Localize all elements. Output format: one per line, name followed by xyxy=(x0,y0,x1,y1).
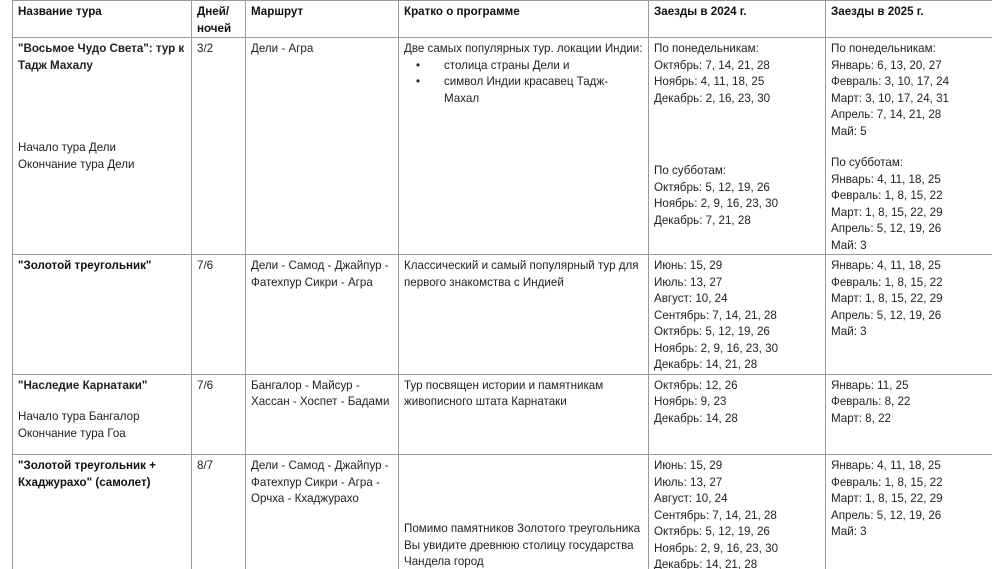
tour-days: 3/2 xyxy=(192,38,246,255)
table-header-row xyxy=(13,1,993,38)
departure-line: Ноябрь: 9, 23 xyxy=(654,395,727,408)
departure-line: Октябрь: 7, 14, 21, 28 xyxy=(654,58,770,72)
departure-line: Февраль: 1, 8, 15, 22 xyxy=(831,189,943,202)
tour-summary: Классический и самый популярный тур для первого знакомства с Индией xyxy=(399,255,649,375)
tour-summary-cell xyxy=(399,455,649,569)
departure-line: Март: 8, 22 xyxy=(831,411,891,425)
departures-2024-cell xyxy=(649,455,826,569)
departure-line: Сентябрь: 7, 14, 21, 28 xyxy=(654,308,777,322)
departures-2025-cell xyxy=(826,455,993,569)
departure-line: Ноябрь: 2, 9, 16, 23, 30 xyxy=(654,341,779,355)
departures-2025-cell xyxy=(826,255,993,375)
departure-line: Март: 1, 8, 15, 22, 29 xyxy=(831,292,943,305)
tour-end: Окончание тура Дели xyxy=(18,157,135,171)
departure-line: Апрель: 5, 12, 19, 26 xyxy=(831,508,942,522)
tour-start: Начало тура Дели xyxy=(18,141,116,154)
tour-days: 8/7 xyxy=(192,455,246,569)
departure-line: Январь: 4, 11, 18, 25 xyxy=(831,172,941,186)
tour-end: Окончание тура Гоа xyxy=(18,426,126,440)
departure-line: Май: 5 xyxy=(831,124,867,138)
tour-days: 7/6 xyxy=(192,255,246,375)
summary-bullets xyxy=(404,58,643,108)
list-item: • символ Индии красавец Тадж-Махал xyxy=(444,74,643,107)
list-item: • столица страны Дели и xyxy=(444,58,643,75)
departure-line: Май: 3 xyxy=(831,525,867,538)
departure-line: Июнь: 15, 29 xyxy=(654,259,723,272)
departure-line: Январь: 4, 11, 18, 25 xyxy=(831,259,941,272)
header-departures-2024: Заезды в 2024 г. xyxy=(649,1,826,38)
departure-line: Декабрь: 7, 21, 28 xyxy=(654,213,751,227)
spacer xyxy=(404,458,643,521)
header-route: Маршрут xyxy=(246,1,399,38)
departure-line: Март: 3, 10, 17, 24, 31 xyxy=(831,91,949,105)
departure-line: Январь: 11, 25 xyxy=(831,378,909,392)
tour-name-cell xyxy=(13,38,192,255)
tour-route: Бангалор - Майсур - Хассан - Хоспет - Бадами xyxy=(246,374,399,455)
departures-2024-cell xyxy=(649,38,826,255)
header-tour-name: Название тура xyxy=(13,1,192,38)
departures-group-title: По субботам: xyxy=(831,156,904,169)
departure-line: Июль: 13, 27 xyxy=(654,275,723,289)
departures-group-title: По понедельникам: xyxy=(831,42,936,55)
tour-summary: Тур посвящен истории и памятникам живописного штата Карнатаки xyxy=(399,374,649,455)
departure-line: Октябрь: 12, 26 xyxy=(654,378,738,392)
tour-summary: Две самых популярных тур. локации Индии: xyxy=(404,42,643,55)
tour-summary: Помимо памятников Золотого треугольника Вы увидите древнюю столицу государства Чандела город xyxy=(404,522,641,568)
departures-group-title: По субботам: xyxy=(654,164,727,177)
tour-name: "Золотой треугольник" xyxy=(13,255,192,375)
departure-line: Февраль: 1, 8, 15, 22 xyxy=(831,475,943,489)
spacer xyxy=(831,140,987,155)
departure-line: Декабрь: 14, 21, 28 xyxy=(654,358,758,371)
table-row xyxy=(13,455,993,569)
departure-line: Апрель: 5, 12, 19, 26 xyxy=(831,222,942,235)
departure-line: Март: 1, 8, 15, 22, 29 xyxy=(831,205,943,219)
departure-line: Май: 3 xyxy=(831,325,867,338)
tours-document xyxy=(12,0,992,569)
header-summary: Кратко о программе xyxy=(399,1,649,38)
table-row xyxy=(13,374,993,455)
spacer xyxy=(18,74,186,140)
departure-line: Сентябрь: 7, 14, 21, 28 xyxy=(654,508,777,522)
tour-route: Дели - Агра xyxy=(246,38,399,255)
table-row xyxy=(13,255,993,375)
tour-name: "Золотой треугольник + Кхаджурахо" (самолет) xyxy=(13,455,192,569)
departure-line: Июнь: 15, 29 xyxy=(654,459,723,472)
departures-2025-cell xyxy=(826,374,993,455)
departure-line: Октябрь: 5, 12, 19, 26 xyxy=(654,325,770,338)
tour-name-cell xyxy=(13,374,192,455)
departure-line: Февраль: 1, 8, 15, 22 xyxy=(831,275,943,289)
spacer xyxy=(18,442,186,454)
departure-line: Август: 10, 24 xyxy=(654,292,728,305)
tour-route: Дели - Самод - Джайпур - Фатехпур Сикри - Агра xyxy=(246,255,399,375)
departure-line: Январь: 4, 11, 18, 25 xyxy=(831,459,941,472)
departure-line: Ноябрь: 4, 11, 18, 25 xyxy=(654,75,765,88)
tour-route: Дели - Самод - Джайпур - Фатехпур Сикри - Агра - Орчха - Кхаджурахо xyxy=(246,455,399,569)
table-row xyxy=(13,38,993,255)
spacer xyxy=(654,107,820,163)
header-departures-2025: Заезды в 2025 г. xyxy=(826,1,993,38)
departure-line: Октябрь: 5, 12, 19, 26 xyxy=(654,180,770,194)
departure-line: Октябрь: 5, 12, 19, 26 xyxy=(654,525,770,538)
departure-line: Май: 3 xyxy=(831,238,867,252)
tour-name: "Наследие Карнатаки" xyxy=(18,378,148,392)
departure-line: Март: 1, 8, 15, 22, 29 xyxy=(831,492,943,505)
departures-2024-cell xyxy=(649,255,826,375)
departure-line: Апрель: 5, 12, 19, 26 xyxy=(831,308,942,322)
departure-line: Февраль: 3, 10, 17, 24 xyxy=(831,75,950,88)
departures-2024-cell xyxy=(649,374,826,455)
departures-2025-cell xyxy=(826,38,993,255)
departure-line: Декабрь: 2, 16, 23, 30 xyxy=(654,91,771,105)
departure-line: Февраль: 8, 22 xyxy=(831,395,911,408)
tour-summary-cell xyxy=(399,38,649,255)
departure-line: Декабрь: 14, 21, 28 xyxy=(654,558,758,569)
departure-line: Август: 10, 24 xyxy=(654,492,728,505)
departure-line: Июль: 13, 27 xyxy=(654,475,723,489)
tours-table xyxy=(12,0,992,569)
header-days-nights: Дней/ ночей xyxy=(192,1,246,38)
tour-start: Начало тура Бангалор xyxy=(18,410,140,423)
departure-line: Ноябрь: 2, 9, 16, 23, 30 xyxy=(654,541,779,555)
departure-line: Декабрь: 14, 28 xyxy=(654,411,738,425)
departure-line: Ноябрь: 2, 9, 16, 23, 30 xyxy=(654,197,779,210)
departures-group-title: По понедельникам: xyxy=(654,42,759,55)
tour-days: 7/6 xyxy=(192,374,246,455)
departure-line: Апрель: 7, 14, 21, 28 xyxy=(831,108,942,121)
departure-line: Январь: 6, 13, 20, 27 xyxy=(831,58,942,72)
spacer xyxy=(18,394,186,409)
tour-name: "Восьмое Чудо Света": тур к Тадж Махалу xyxy=(18,42,185,72)
